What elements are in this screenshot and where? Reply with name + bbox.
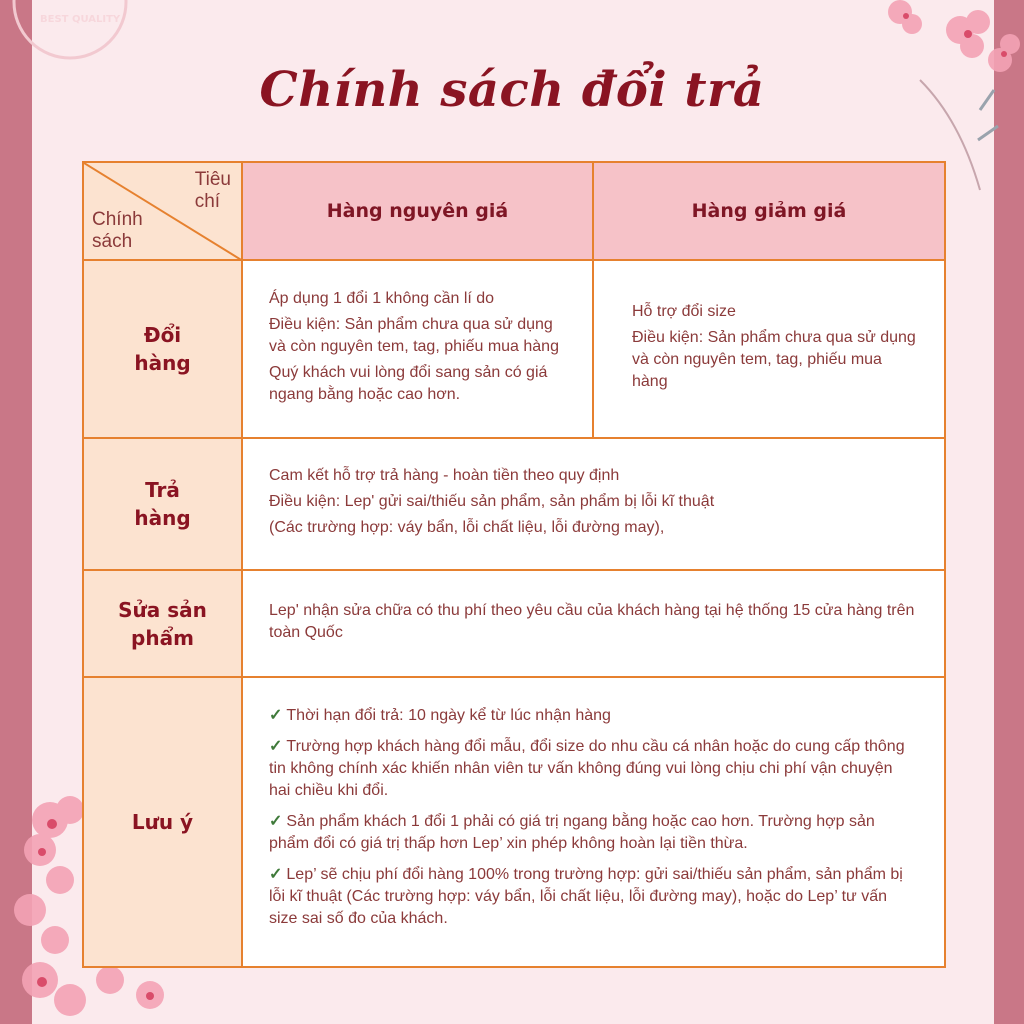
repair-cell: Lep' nhận sửa chữa có thu phí theo yêu cầu của khách hàng tại hệ thống 15 cửa hàng trên toàn Quốc xyxy=(242,570,945,677)
note-item: ✓ Trường hợp khách hàng đổi mẫu, đổi size do nhu cầu cá nhân hoặc do cung cấp thông tin không chính xác khiến nhân viên tư vấn không đúng vui lòng chịu chi phí vận chuyện hai chiều khi đổi. xyxy=(269,738,905,799)
header-discounted: Hàng giảm giá xyxy=(593,162,945,260)
row-return xyxy=(83,438,945,570)
corner-header-cell xyxy=(83,162,242,260)
check-icon: ✓ xyxy=(269,738,283,755)
row-notes xyxy=(83,677,945,967)
criteria-label: Tiêu chí xyxy=(194,169,231,212)
row-repair xyxy=(83,570,945,677)
check-icon: ✓ xyxy=(269,707,283,724)
best-quality-stamp xyxy=(10,0,130,62)
note-item: ✓ Thời hạn đổi trả: 10 ngày kể từ lúc nhận hàng xyxy=(269,707,611,724)
row-exchange xyxy=(83,260,945,438)
table-header-row xyxy=(83,162,945,260)
row-label-return: Trả hàng xyxy=(83,438,242,570)
note-item: ✓ Sản phẩm khách 1 đổi 1 phải có giá trị ngang bằng hoặc cao hơn. Trường hợp sản phẩm đổi có giá trị thấp hơn Lep’ xin phép không hoàn lại tiền thừa. xyxy=(269,813,875,852)
exchange-discounted-cell: Hỗ trợ đổi size Điều kiện: Sản phẩm chưa qua sử dụng và còn nguyên tem, tag, phiếu mua hàng xyxy=(593,260,945,438)
check-icon: ✓ xyxy=(269,813,283,830)
stamp-text-bottom: BEST QUALITY xyxy=(40,14,121,25)
row-label-exchange: Đổi hàng xyxy=(83,260,242,438)
note-item: ✓ Lep’ sẽ chịu phí đổi hàng 100% trong trường hợp: gửi sai/thiếu sản phẩm, sản phẩm bị lỗi kĩ thuật (Các trường hợp: váy bẩn, lỗi chất liệu, lỗi đường may), hoặc do Lep’ tư vấn size sai số đo của khách. xyxy=(269,866,903,927)
return-policy-table xyxy=(82,161,946,968)
page-title: Chính sách đổi trả xyxy=(259,62,765,119)
policy-label: Chính sách xyxy=(92,209,143,252)
return-cell: Cam kết hỗ trợ trả hàng - hoàn tiền theo quy định Điều kiện: Lep' gửi sai/thiếu sản phẩm, sản phẩm bị lỗi kĩ thuật (Các trường hợp: váy bẩn, lỗi chất liệu, lỗi đường may), xyxy=(242,438,945,570)
check-icon: ✓ xyxy=(269,866,283,883)
notes-cell xyxy=(242,677,945,967)
exchange-full-price-cell: Áp dụng 1 đổi 1 không cần lí do Điều kiện: Sản phẩm chưa qua sử dụng và còn nguyên tem, tag, phiếu mua hàng Quý khách vui lòng đổi sang sản có giá ngang bằng hoặc cao hơn. xyxy=(242,260,593,438)
row-label-notes: Lưu ý xyxy=(83,677,242,967)
header-full-price: Hàng nguyên giá xyxy=(242,162,593,260)
row-label-repair: Sửa sản phẩm xyxy=(83,570,242,677)
